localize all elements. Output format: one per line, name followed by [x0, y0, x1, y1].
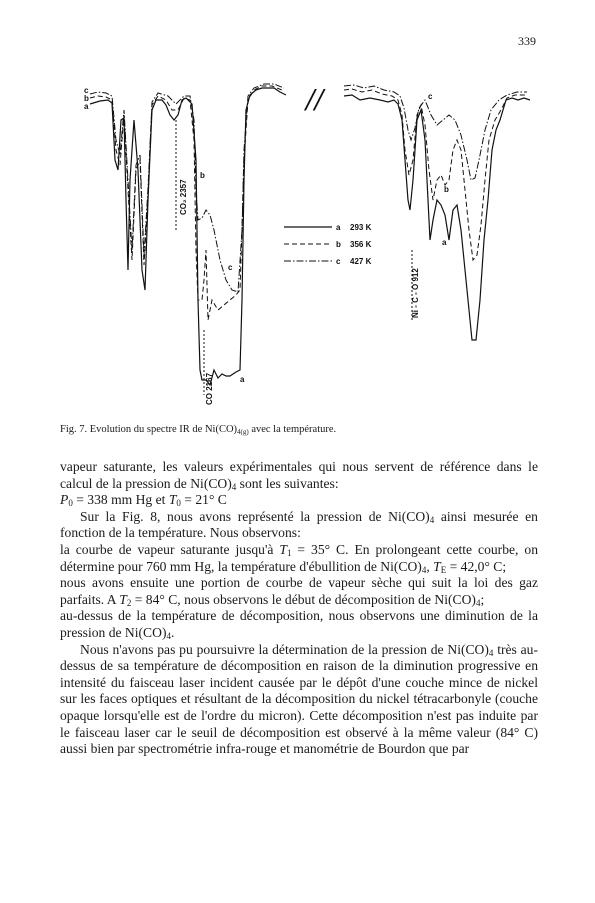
paragraph-3 — [60, 509, 538, 542]
text: dans le calcul de la pression de Ni(CO) — [60, 459, 538, 491]
spectrum-left-a — [90, 88, 286, 385]
page-number: 339 — [518, 34, 536, 48]
caption-text-end: avec la température. — [248, 424, 337, 435]
curve-letter-left-b: b — [84, 94, 89, 103]
legend-letter-b: b — [336, 240, 341, 249]
curve-letter-a-mid: a — [240, 375, 245, 384]
spectrum-right-c — [344, 85, 527, 180]
text: = 35° C. En prolongeant cette courbe, on détermine pour 760 mm Hg, la température d'ébullition de Ni(CO) — [60, 541, 538, 574]
curve-letter-c-right: c — [428, 92, 433, 101]
subscript: 1 — [286, 547, 292, 558]
co-peak-label: CO 2167 — [205, 372, 214, 405]
break-mark: // — [306, 85, 324, 115]
paragraph-2 — [60, 492, 538, 509]
subscript: 4 — [429, 514, 435, 525]
paragraph-5 — [60, 575, 538, 608]
symbol: T — [279, 541, 287, 557]
paragraph-4 — [60, 542, 538, 575]
ir-spectrum-figure — [0, 0, 595, 420]
caption-label: Fig. 7. — [60, 424, 88, 435]
text: Nous n'avons pas pu poursuivre la détermination de la pression de Ni(CO) — [80, 641, 489, 657]
legend-letter-c: c — [336, 257, 341, 266]
text: , — [426, 558, 434, 574]
subscript: E — [440, 564, 447, 575]
curve-letter-left-c: c — [84, 86, 89, 95]
text: ainsi mesurée en fonction de la température. Nous observons: — [60, 508, 538, 541]
text: nous avons ensuite une portion de courbe de vapeur sèche qui suit la loi des gaz parfaits. A — [60, 575, 538, 607]
subscript: 2 — [126, 597, 132, 608]
symbol: T — [168, 492, 177, 508]
spectrum-right-a — [344, 95, 530, 340]
text: au-dessus de la température de décomposition, nous observons une diminution de la pression de Ni(CO) — [60, 608, 538, 640]
text: vapeur saturante, les valeurs expérimentales qui nous servent de référence — [60, 459, 491, 474]
legend-temp-c: 427 K — [350, 257, 372, 266]
curve-letter-b-right: b — [444, 185, 449, 194]
caption-text: Evolution du spectre IR de Ni(CO) — [87, 424, 238, 435]
text: ; — [480, 591, 485, 607]
caption-sub: 4(g) — [237, 428, 249, 436]
text: la courbe de vapeur saturante jusqu'à — [60, 541, 280, 557]
curve-letter-left-a: a — [84, 102, 89, 111]
text: Sur la Fig. 8, nous avons représenté la pression de Ni(CO) — [80, 508, 430, 524]
symbol: T — [119, 591, 127, 607]
spectrum-right-b — [344, 89, 525, 260]
text: sont les suivantes: — [236, 475, 339, 491]
paragraph-1 — [60, 459, 538, 492]
figure-caption — [60, 424, 336, 435]
co2-peak-label: CO₂ 2357 — [179, 179, 188, 215]
nico-peak-label: Ni - C - O 912 — [411, 268, 420, 318]
subscript: 4 — [231, 481, 237, 492]
curve-letter-a-right: a — [442, 238, 447, 247]
subscript: 0 — [68, 498, 73, 509]
legend — [284, 223, 372, 266]
symbol: T — [433, 558, 441, 574]
subscript: 0 — [176, 498, 181, 509]
text: = 84° C, nous observons le début de décomposition de Ni(CO) — [131, 591, 476, 607]
body-text — [60, 459, 538, 758]
curve-letter-b-mid: b — [200, 171, 205, 180]
text: = 21° C — [180, 492, 227, 508]
text: très au-dessus de sa température de décomposition en raison de la diminution progressive en intensité du faisceau laser incident causée par le dépôt d'une couche mince de nickel sur les faces optiques et résultant de la décomposition du nickel tétracarbonyle (couche opaque lorsqu'elle est de l'ordre du micron). Cette décomposition n'est pas induite par le faisceau laser car le seuil de décomposition est observé à la même valeur (84° C) aussi bien par spectrométrie infra-rouge et manométrie de Bourdon que par — [60, 641, 538, 757]
legend-temp-a: 293 K — [350, 223, 372, 232]
paragraph-6 — [60, 608, 538, 641]
text: = 42,0° C; — [446, 558, 507, 574]
subscript: 4 — [421, 564, 427, 575]
text: = 338 mm Hg et — [72, 492, 169, 508]
subscript: 4 — [166, 630, 171, 641]
subscript: 4 — [488, 647, 494, 658]
paragraph-7 — [60, 642, 538, 758]
symbol: P — [60, 492, 69, 508]
legend-letter-a: a — [336, 223, 341, 232]
legend-temp-b: 356 K — [350, 240, 372, 249]
subscript: 4 — [475, 597, 481, 608]
curve-letter-c-mid: c — [228, 263, 233, 272]
text: . — [170, 624, 175, 640]
